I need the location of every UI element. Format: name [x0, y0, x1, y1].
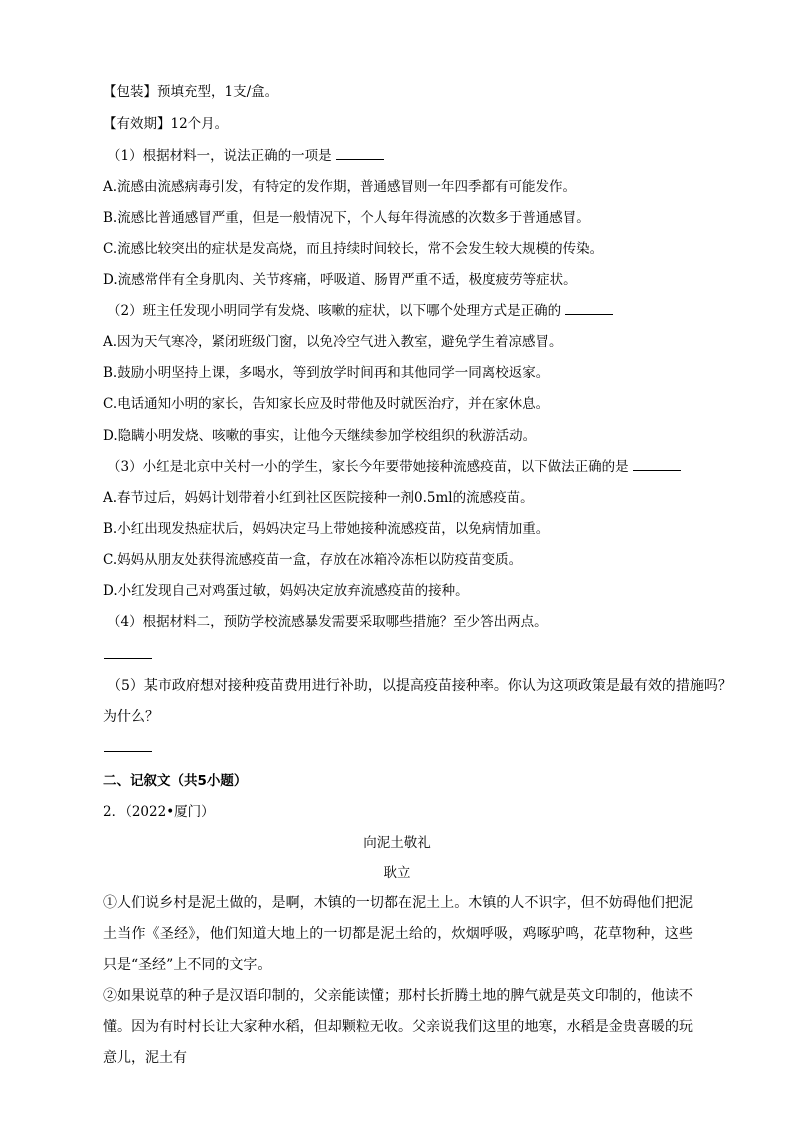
question-1-option-c: C.流感比较突出的症状是发高烧，而且持续时间较长，常不会发生较大规模的传染。 [103, 241, 604, 257]
article-paragraph-2: ②如果说草的种子是汉语印制的，父亲能读懂；那村长折腾土地的脾气就是英文印制的，他读不懂。因为有时村长让大家种水稻，但却颗粒无收。父亲说我们这里的地寒，水稻是金贵喜暖的玩意儿，泥土有 [103, 988, 693, 1066]
question-1-option-d: D.流感常伴有全身肌肉、关节疼痛，呼吸道、肠胃严重不适，极度疲劳等症状。 [103, 272, 577, 288]
question-2-text: （2）班主任发现小明同学有发烧、咳嗽的症状，以下哪个处理方式是正确的 [107, 303, 562, 319]
article-paragraph-1: ①人们说乡村是泥土做的，是啊，木镇的一切都在泥土上。木镇的人不识字，但不妨碍他们把泥土当作《圣经》，他们知道大地上的一切都是泥土给的，炊烟呼吸，鸡啄驴鸣，花草物种，这些只是“圣经”上不同的文字。 [103, 895, 693, 973]
question-2-option-c: C.电话通知小明的家长，告知家长应及时带他及时就医治疗，并在家休息。 [103, 396, 550, 412]
question-5-answer-blank [104, 751, 152, 752]
question-3-stem [107, 458, 681, 476]
question-2-stem [107, 302, 613, 320]
answer-blank [633, 458, 681, 471]
question-2-header: 2．（2022•厦门） [103, 804, 215, 820]
packaging-line: 【包装】预填充型，1支/盒。 [103, 84, 279, 100]
question-1-option-a: A.流感由流感病毒引发，有特定的发作期，普通感冒则一年四季都有可能发作。 [103, 179, 577, 195]
article-author: 耿立 [383, 865, 411, 881]
question-3-text: （3）小红是北京中关村一小的学生，家长今年要带她接种流感疫苗，以下做法正确的是 [107, 459, 629, 475]
question-1-option-b: B.流感比普通感冒严重，但是一般情况下，个人每年得流感的次数多于普通感冒。 [103, 210, 590, 226]
validity-line: 【有效期】12个月。 [103, 116, 229, 132]
question-3-option-b: B.小红出现发热症状后，妈妈决定马上带她接种流感疫苗，以免病情加重。 [103, 521, 550, 537]
question-5-stem-line-2: 为什么？ [103, 709, 159, 725]
answer-blank [565, 302, 613, 315]
question-2-option-a: A.因为天气寒冷，紧闭班级门窗，以免冷空气进入教室，避免学生着凉感冒。 [103, 334, 563, 350]
article-title: 向泥土敬礼 [363, 835, 431, 851]
question-3-option-d: D.小红发现自己对鸡蛋过敏，妈妈决定放弃流感疫苗的接种。 [103, 583, 469, 599]
question-5-stem-line-1: （5）某市政府想对接种疫苗费用进行补助，以提高疫苗接种率。你认为这项政策是最有效的措施吗？ [107, 678, 732, 694]
question-4-answer-blank [104, 658, 152, 659]
question-4-stem: （4）根据材料二，预防学校流感暴发需要采取哪些措施？至少答出两点。 [107, 614, 548, 630]
question-1-stem [107, 147, 384, 165]
question-2-option-b: B.鼓励小明坚持上课，多喝水，等到放学时间再和其他同学一同离校返家。 [103, 365, 550, 381]
question-1-text: （1）根据材料一，说法正确的一项是 [107, 148, 332, 164]
answer-blank [336, 147, 384, 160]
question-2-option-d: D.隐瞒小明发烧、咳嗽的事实，让他今天继续参加学校组织的秋游活动。 [103, 428, 537, 444]
section-heading: 二、记叙文（共5小题） [103, 773, 248, 789]
question-3-option-c: C.妈妈从朋友处获得流感疫苗一盒，存放在冰箱冷冻柜以防疫苗变质。 [103, 552, 523, 568]
question-3-option-a: A.春节过后，妈妈计划带着小红到社区医院接种一剂0.5ml的流感疫苗。 [103, 490, 534, 506]
